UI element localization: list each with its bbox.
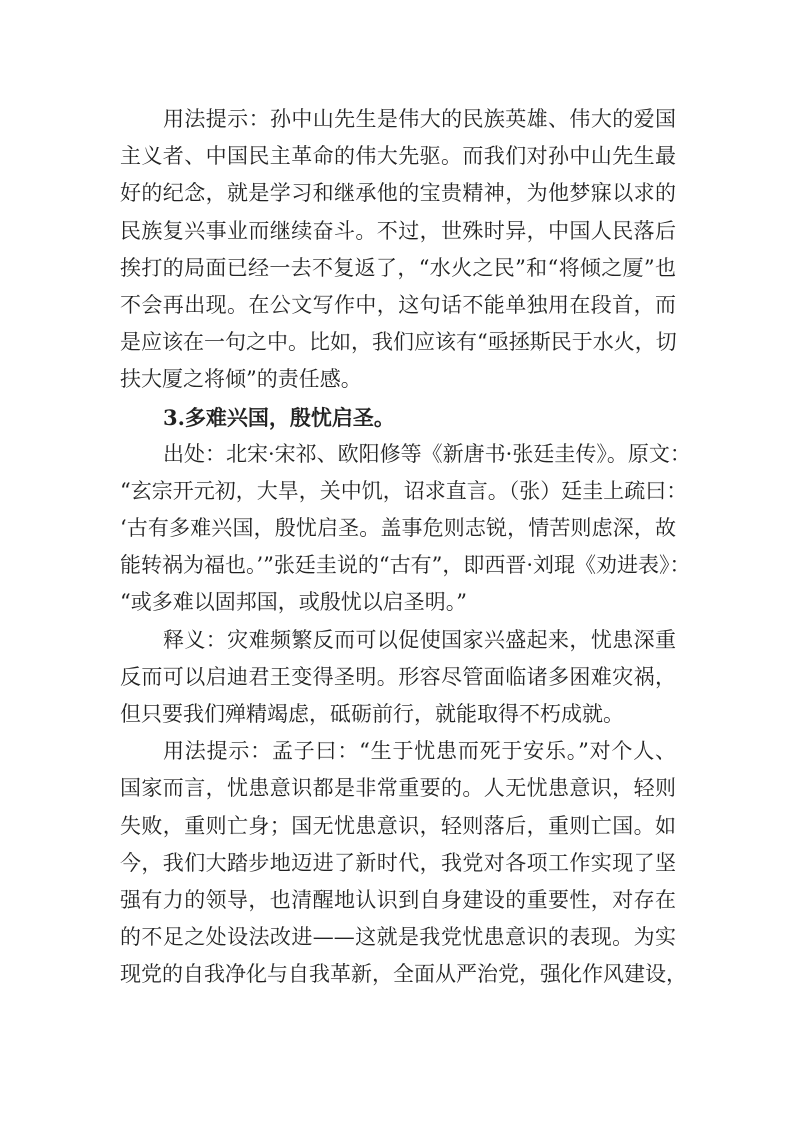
- paragraph-line: 挨打的局面已经一去不复返了，“水火之民”和“将倾之厦”也: [120, 255, 676, 280]
- paragraph-line: 出处：北宋·宋祁、欧阳修等《新唐书·张廷圭传》。原文：: [163, 441, 691, 466]
- paragraph-line: 能转祸为福也。’”张廷圭说的“古有”，即西晋·刘琨《劝进表》：: [120, 553, 691, 578]
- paragraph-line: “或多难以固邦国，或殷忧以启圣明。”: [120, 590, 467, 615]
- paragraph-line: 反而可以启迪君王变得圣明。形容尽管面临诸多困难灾祸，: [120, 664, 676, 689]
- paragraph-line: 扶大厦之将倾”的责任感。: [120, 367, 362, 392]
- paragraph-line: 现党的自我净化与自我革新，全面从严治党，强化作风建设，: [120, 962, 687, 987]
- section-heading: 3.多难兴国，殷忧启圣。: [163, 404, 395, 430]
- paragraph-line: 但只要我们殚精竭虑，砥砺前行，就能取得不朽成就。: [120, 702, 624, 726]
- paragraph-line: “玄宗开元初，大旱，关中饥，诏求直言。（张）廷圭上疏曰：: [120, 478, 688, 503]
- paragraph-line: 民族复兴事业而继续奋斗。不过，世殊时异，中国人民落后: [120, 218, 676, 243]
- paragraph-line: 失败，重则亡身；国无忧患意识，轻则落后，重则亡国。如: [120, 813, 676, 838]
- paragraph-line: 强有力的领导，也清醒地认识到自身建设的重要性，对存在: [120, 887, 676, 912]
- paragraph-line: 释义：灾难频繁反而可以促使国家兴盛起来，忧患深重: [163, 627, 676, 652]
- document-page: [120, 101, 691, 994]
- paragraph-line: 主义者、中国民主革命的伟大先驱。而我们对孙中山先生最: [120, 144, 676, 169]
- paragraph-line: 国家而言，忧患意识都是非常重要的。人无忧患意识，轻则: [120, 776, 676, 801]
- paragraph-line: 用法提示：孙中山先生是伟大的民族英雄、伟大的爱国: [163, 107, 676, 131]
- paragraph-line: 好的纪念，就是学习和继承他的宝贵精神，为他梦寐以求的: [120, 181, 676, 206]
- paragraph-line: ‘古有多难兴国，殷忧启圣。盖事危则志锐，情苦则虑深，故: [120, 516, 676, 541]
- paragraph-line: 是应该在一句之中。比如，我们应该有“亟拯斯民于水火，切: [120, 330, 677, 355]
- paragraph-line: 今，我们大踏步地迈进了新时代，我党对各项工作实现了坚: [120, 850, 676, 875]
- paragraph-line: 不会再出现。在公文写作中，这句话不能单独用在段首，而: [120, 292, 676, 317]
- paragraph-line: 的不足之处设法改进——这就是我党忧患意识的表现。为实: [120, 925, 676, 950]
- paragraph-line: 用法提示：孟子曰：“生于忧患而死于安乐。”对个人、: [163, 739, 676, 764]
